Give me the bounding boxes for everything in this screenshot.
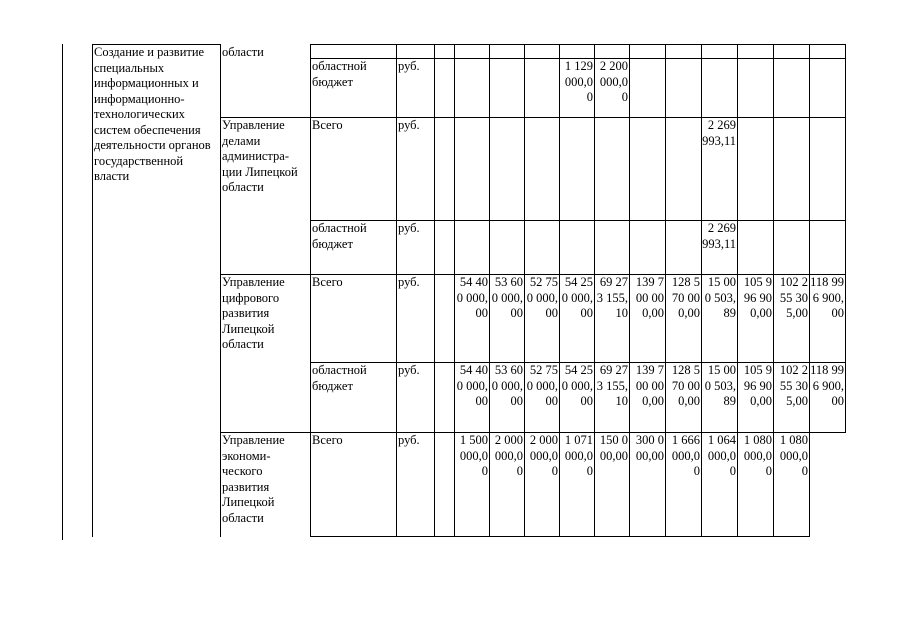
value-cell: 54 400 000,00 xyxy=(455,275,490,363)
value-cell xyxy=(595,45,630,59)
value-cell xyxy=(810,118,846,221)
value-cell: 1 064 000,00 xyxy=(702,433,738,537)
value-cell: 139 700 000,00 xyxy=(630,363,666,433)
value-cell xyxy=(810,45,846,59)
value-cell xyxy=(525,118,560,221)
value-cell xyxy=(738,45,774,59)
value-cell: 2 000 000,00 xyxy=(525,433,560,537)
value-cell: 2 269 993,11 xyxy=(702,221,738,275)
task-name-cell: Создание и развитие специальных информационных и информационно-технологических систем обеспечения деятельности органов государственной власти xyxy=(93,45,221,275)
source-cell xyxy=(311,45,397,59)
row-number-cell xyxy=(63,275,93,537)
value-cell: 54 250 000,00 xyxy=(560,363,595,433)
value-cell: 15 000 503,89 xyxy=(702,275,738,363)
value-cell: 128 570 000,00 xyxy=(666,275,702,363)
value-cell xyxy=(738,221,774,275)
value-cell: 2 200 000,00 xyxy=(595,59,630,118)
value-cell: 53 600 000,00 xyxy=(490,363,525,433)
value-cell xyxy=(666,59,702,118)
value-cell xyxy=(435,433,455,537)
value-cell: 150 000,00 xyxy=(595,433,630,537)
value-cell xyxy=(774,59,810,118)
value-cell: 52 750 000,00 xyxy=(525,275,560,363)
row-number-cell xyxy=(63,45,93,275)
value-cell xyxy=(435,59,455,118)
source-cell: областной бюджет xyxy=(311,221,397,275)
value-cell xyxy=(810,59,846,118)
value-cell xyxy=(774,221,810,275)
value-cell xyxy=(435,275,455,363)
value-cell xyxy=(560,118,595,221)
value-cell: 2 269 993,11 xyxy=(702,118,738,221)
budget-table xyxy=(62,44,846,537)
value-cell xyxy=(702,59,738,118)
value-cell: 52 750 000,00 xyxy=(525,363,560,433)
executor-cell: Управление экономи-ческого развития Липецкой области xyxy=(221,433,311,537)
value-cell xyxy=(490,45,525,59)
executor-cell: области xyxy=(221,45,311,118)
value-cell: 128 570 000,00 xyxy=(666,363,702,433)
unit-cell: руб. xyxy=(397,275,435,363)
value-cell xyxy=(435,221,455,275)
value-cell xyxy=(810,433,846,537)
executor-cell: Управление делами администра-ции Липецкой области xyxy=(221,118,311,275)
value-cell: 1 080 000,00 xyxy=(774,433,810,537)
value-cell xyxy=(630,59,666,118)
value-cell xyxy=(630,118,666,221)
executor-cell: Управление цифрового развития Липецкой области xyxy=(221,275,311,433)
value-cell xyxy=(435,118,455,221)
value-cell: 53 600 000,00 xyxy=(490,275,525,363)
value-cell: 1 071 000,00 xyxy=(560,433,595,537)
value-cell xyxy=(560,45,595,59)
unit-cell xyxy=(397,45,435,59)
value-cell: 54 250 000,00 xyxy=(560,275,595,363)
value-cell: 105 996 900,00 xyxy=(738,363,774,433)
value-cell xyxy=(738,118,774,221)
unit-cell: руб. xyxy=(397,221,435,275)
value-cell xyxy=(595,221,630,275)
value-cell xyxy=(435,45,455,59)
value-cell xyxy=(774,118,810,221)
value-cell: 69 273 155,10 xyxy=(595,363,630,433)
value-cell xyxy=(435,363,455,433)
value-cell xyxy=(525,221,560,275)
source-cell: областной бюджет xyxy=(311,363,397,433)
source-cell: Всего xyxy=(311,275,397,363)
value-cell xyxy=(595,118,630,221)
value-cell: 102 255 305,00 xyxy=(774,275,810,363)
value-cell xyxy=(525,45,560,59)
table-row xyxy=(63,45,846,59)
value-cell xyxy=(666,118,702,221)
value-cell: 1 129 000,00 xyxy=(560,59,595,118)
value-cell xyxy=(630,221,666,275)
value-cell xyxy=(490,118,525,221)
value-cell: 118 996 900,00 xyxy=(810,275,846,363)
value-cell xyxy=(774,45,810,59)
value-cell: 139 700 000,00 xyxy=(630,275,666,363)
value-cell xyxy=(560,221,595,275)
value-cell: 300 000,00 xyxy=(630,433,666,537)
unit-cell: руб. xyxy=(397,59,435,118)
value-cell xyxy=(738,59,774,118)
value-cell: 1 500 000,00 xyxy=(455,433,490,537)
source-cell: Всего xyxy=(311,433,397,537)
value-cell: 69 273 155,10 xyxy=(595,275,630,363)
value-cell: 54 400 000,00 xyxy=(455,363,490,433)
value-cell xyxy=(490,221,525,275)
unit-cell: руб. xyxy=(397,118,435,221)
value-cell: 1 080 000,00 xyxy=(738,433,774,537)
value-cell xyxy=(525,59,560,118)
unit-cell: руб. xyxy=(397,433,435,537)
value-cell xyxy=(666,45,702,59)
value-cell xyxy=(455,45,490,59)
value-cell: 1 666 000,00 xyxy=(666,433,702,537)
task-name-cell-continued xyxy=(93,275,221,537)
value-cell: 105 996 900,00 xyxy=(738,275,774,363)
value-cell: 118 996 900,00 xyxy=(810,363,846,433)
value-cell xyxy=(455,59,490,118)
table-row xyxy=(63,275,846,363)
value-cell xyxy=(630,45,666,59)
value-cell: 2 000 000,00 xyxy=(490,433,525,537)
unit-cell: руб. xyxy=(397,363,435,433)
value-cell: 15 000 503,89 xyxy=(702,363,738,433)
value-cell xyxy=(490,59,525,118)
value-cell: 102 255 305,00 xyxy=(774,363,810,433)
value-cell xyxy=(455,221,490,275)
value-cell xyxy=(455,118,490,221)
value-cell xyxy=(810,221,846,275)
source-cell: областной бюджет xyxy=(311,59,397,118)
value-cell xyxy=(666,221,702,275)
source-cell: Всего xyxy=(311,118,397,221)
value-cell xyxy=(702,45,738,59)
